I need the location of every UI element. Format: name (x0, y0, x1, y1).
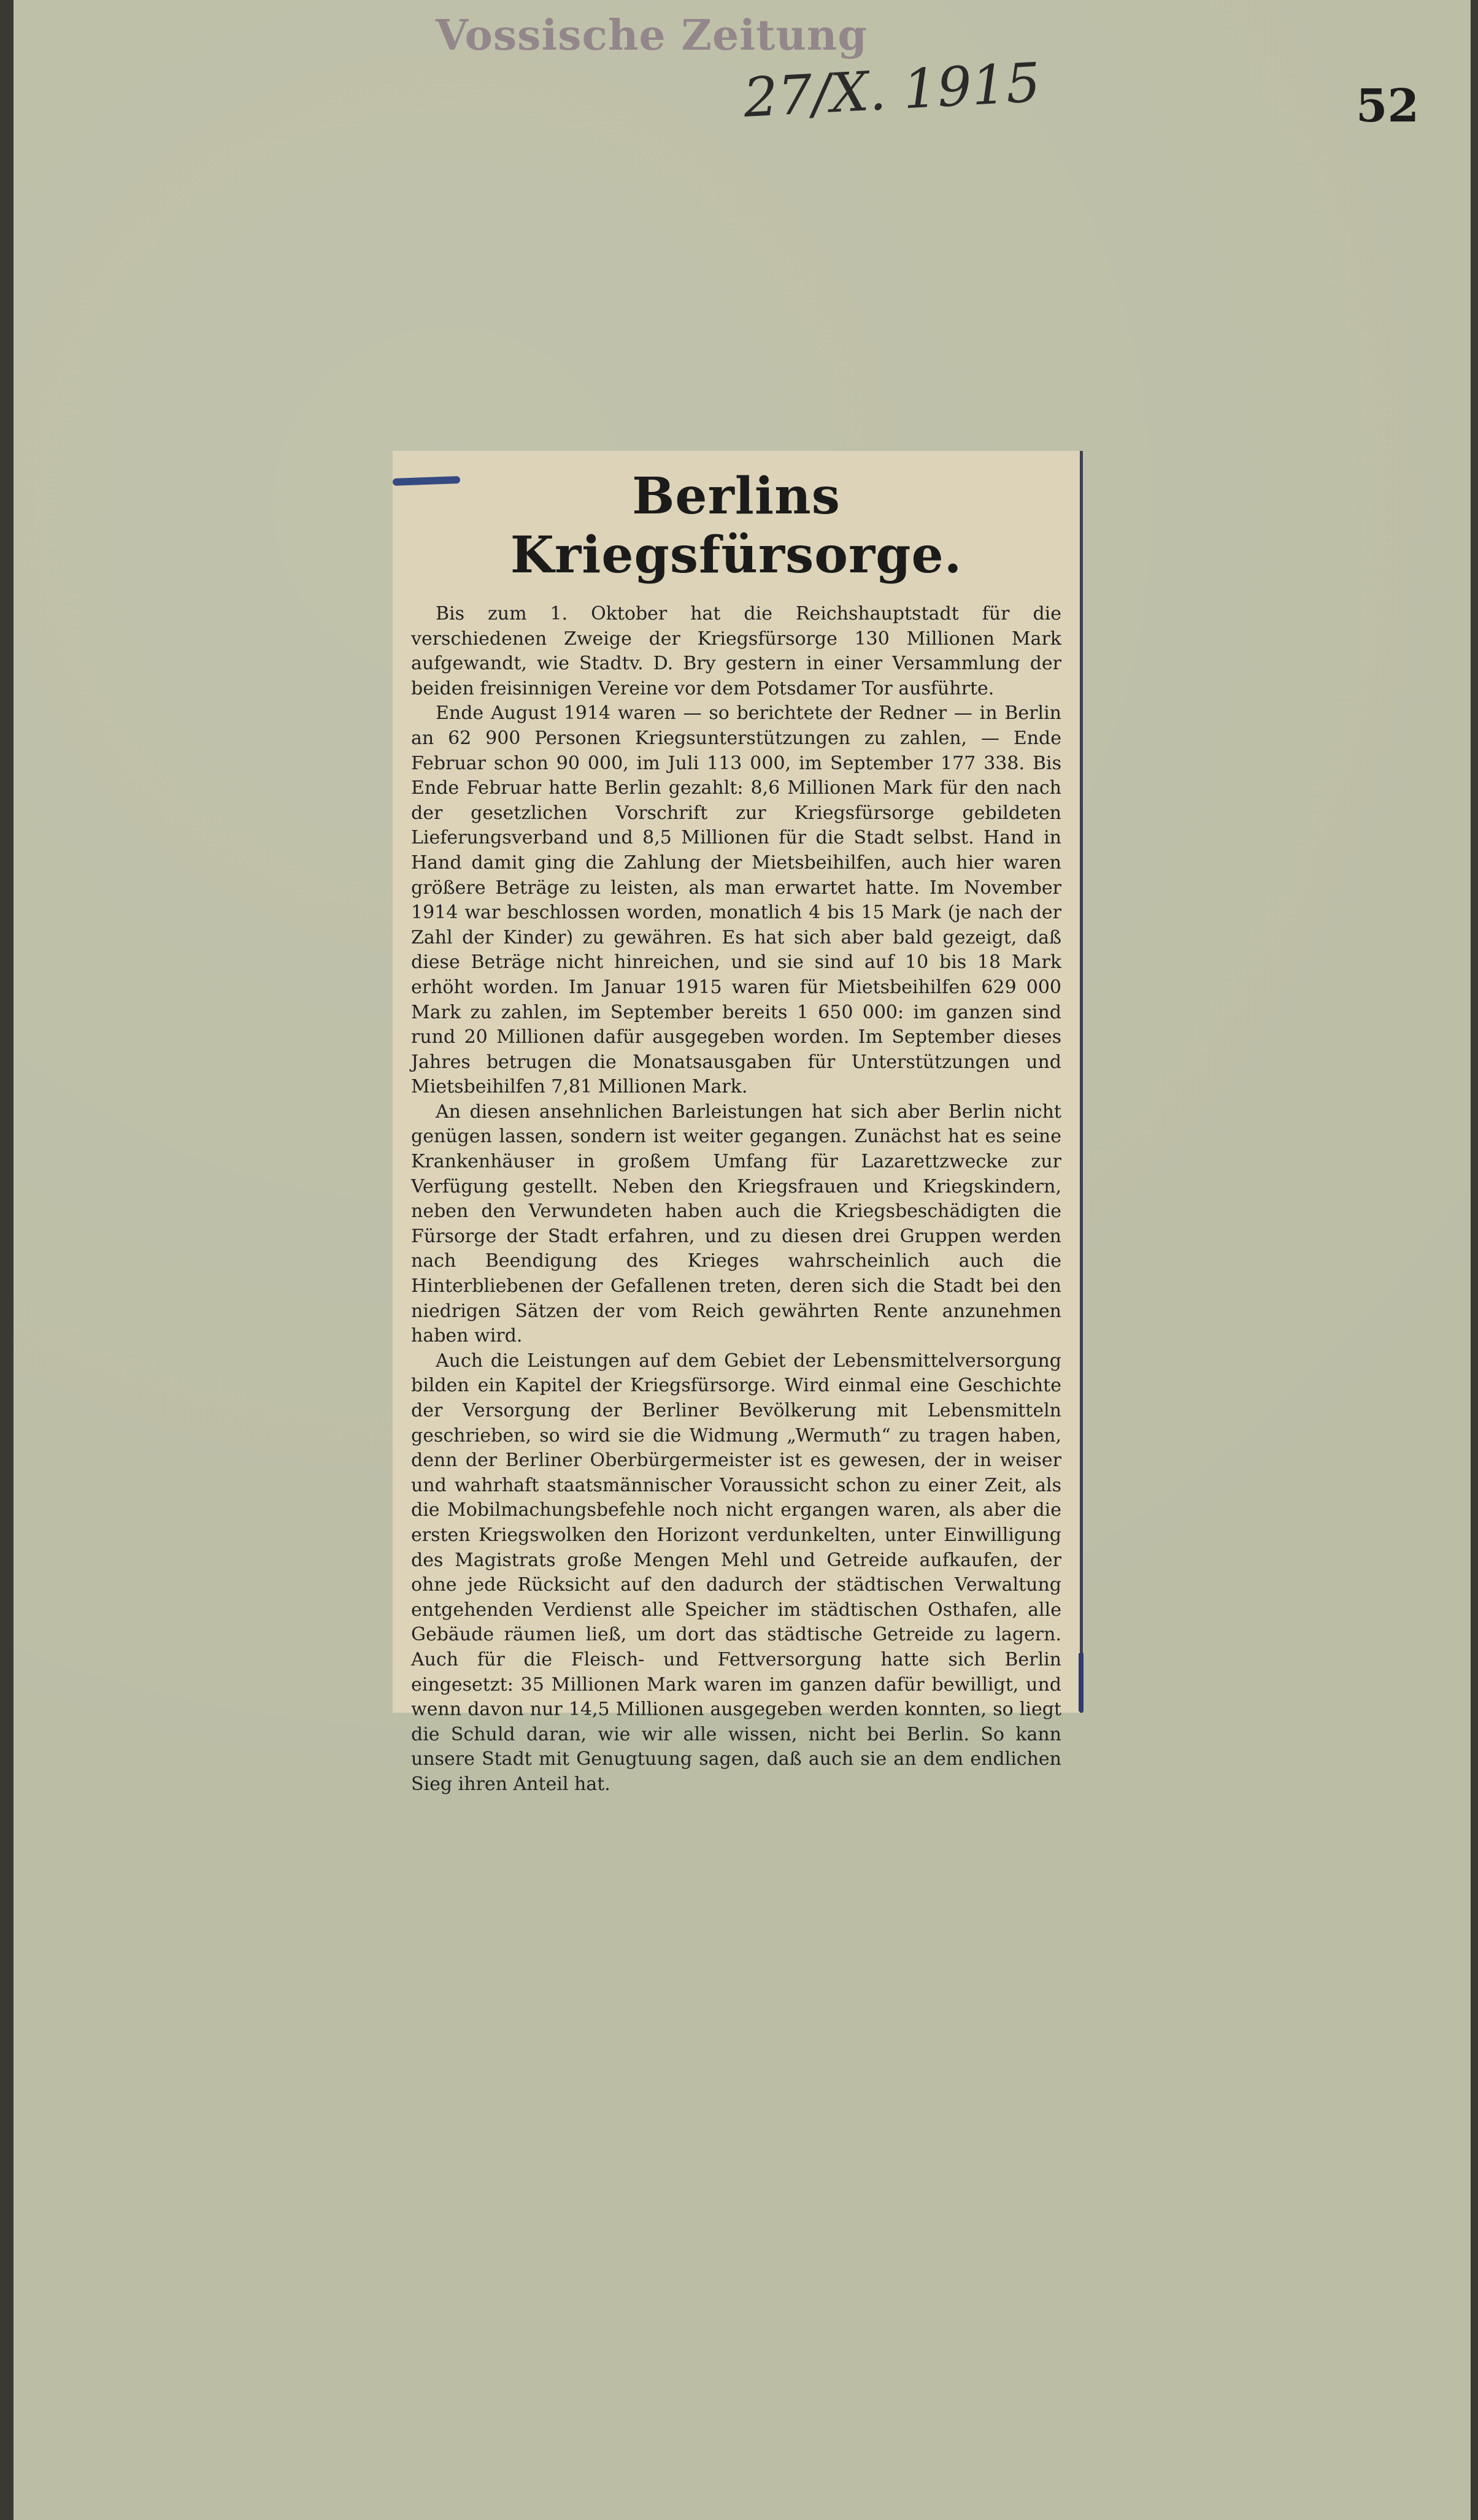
article-paragraph: Ende August 1914 waren — so berichtete der Redner — in Berlin an 62 900 Personen Kriegsunterstützungen zu zahlen, — Ende Februar schon 90 000, im Juli 113 000, im September 177 338. Bis Ende Februar hatte Berlin gezahlt: 8,6 Millionen Mark für den nach der gesetzlichen Vorschrift zur Kriegsfürsorge gebildeten Lieferungsverband und 8,5 Millionen für die Stadt selbst. Hand in Hand damit ging die Zahlung der Mietsbeihilfen, auch hier waren größere Beträge zu leisten, als man erwartet hatte. Im November 1914 war beschlossen worden, monatlich 4 bis 15 Mark (je nach der Zahl der Kinder) zu gewähren. Es hat sich aber bald gezeigt, daß diese Beträge nicht hinreichen, und sie sind auf 10 bis 18 Mark erhöht worden. Im Januar 1915 waren für Mietsbeihilfen 629 000 Mark zu zahlen, im September bereits 1 650 000: im ganzen sind rund 20 Millionen dafür ausgegeben worden. Im September dieses Jahres betrugen die Monatsausgaben für Unterstützungen und Mietsbeihilfen 7,81 Millionen Mark. (411, 702, 1061, 1098)
article-paragraph: An diesen ansehnlichen Barleistungen hat sich aber Berlin nicht genügen lassen, sondern ist weiter gegangen. Zunächst hat es seine Krankenhäuser in großem Umfang für Lazarettzwecke zur Verfügung gestellt. Neben den Kriegsfrauen und Kriegskindern, neben den Verwundeten haben auch die Kriegsbeschädigten die Fürsorge der Stadt erfahren, und zu diesen drei Gruppen werden nach Beendigung des Krieges wahrscheinlich auch die Hinterbliebenen der Gefallenen treten, deren sich die Stadt bei den niedrigen Sätzen der vom Reich gewährten Rente anzunehmen haben wird. (411, 1101, 1061, 1347)
newspaper-clipping (393, 451, 1083, 1795)
article-headline: Berlins Kriegsfürsorge. (510, 467, 963, 585)
article-paragraph: Bis zum 1. Oktober hat die Reichshauptstadt für die verschiedenen Zweige der Kriegsfürsorge 130 Millionen Mark aufgewandt, wie Stadtv. D. Bry gestern in einer Versammlung der beiden freisinnigen Vereine vor dem Potsdamer Tor ausführte. (411, 603, 1061, 699)
handwritten-date: 27/X. 1915 (742, 50, 1042, 129)
page-number: 52 (1356, 80, 1419, 133)
newspaper-name-stamp: Vossische Zeitung (436, 11, 868, 60)
article-paragraph: Auch die Leistungen auf dem Gebiet der Lebensmittelversorgung bilden ein Kapitel der Kriegsfürsorge. Wird einmal eine Geschichte der Versorgung der Berliner Bevölkerung mit Lebensmitteln geschrieben, so wird sie die Widmung „Wermuth“ zu tragen haben, denn der Berliner Oberbürgermeister ist es gewesen, der in weiser und wahrhaft staatsmännischer Voraussicht schon zu einer Zeit, als die Mobilmachungsbefehle noch nicht ergangen waren, als aber die ersten Kriegswolken den Horizont verdunkelten, unter Einwilligung des Magistrats große Mengen Mehl und Getreide aufkaufen, der ohne jede Rücksicht auf den dadurch der städtischen Verwaltung entgehenden Verdienst alle Speicher im städtischen Osthafen, alle Gebäude räumen ließ, um dort das städtische Getreide zu lagern. Auch für die Fleisch- und Fettversorgung hatte sich Berlin eingesetzt: 35 Millionen Mark waren im ganzen dafür bewilligt, und wenn davon nur 14,5 Millionen ausgegeben werden konnten, so liegt die Schuld daran, wie wir alle wissen, nicht bei Berlin. So kann unsere Stadt mit Genugtuung sagen, daß auch sie an dem endlichen Sieg ihren Anteil hat. (411, 1350, 1061, 1795)
blue-margin-line (1079, 1653, 1083, 1711)
